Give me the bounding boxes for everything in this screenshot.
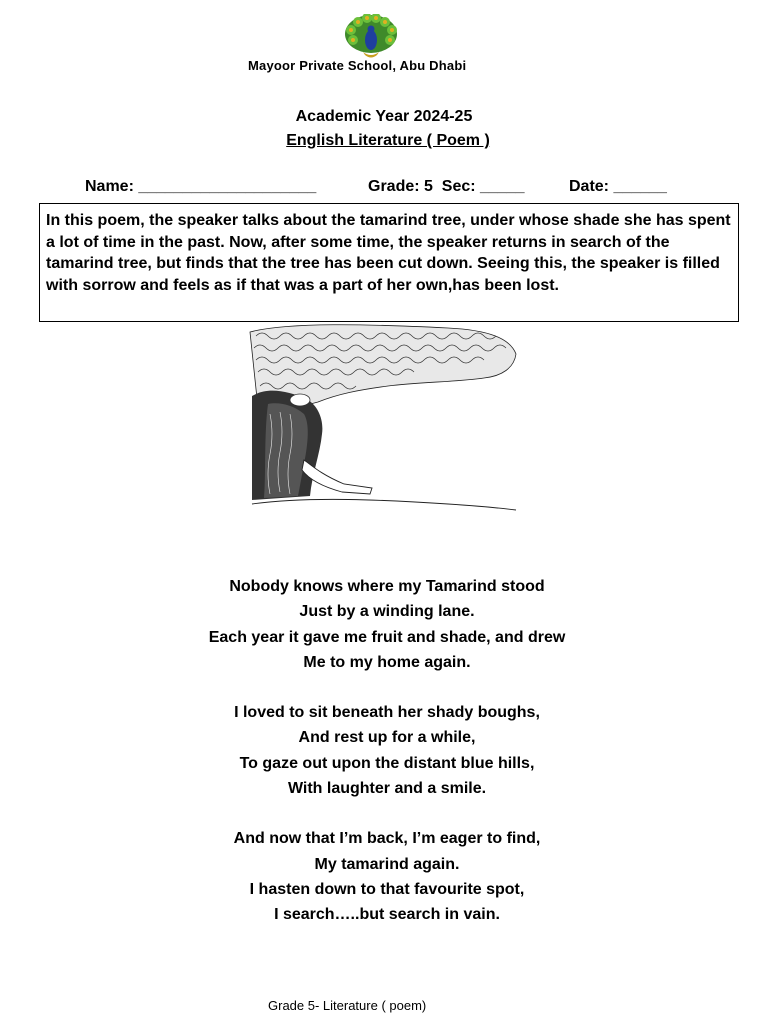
poem-stanza-2 xyxy=(0,700,768,801)
poem-line: I hasten down to that favourite spot, xyxy=(249,880,525,898)
poem-line: With laughter and a smile. xyxy=(287,780,487,798)
date-field: Date: ______ xyxy=(569,178,667,195)
poem-line: Me to my home again. xyxy=(303,653,471,671)
poem-stanza-1 xyxy=(0,574,768,675)
poem-line: And now that I’m back, I’m eager to find, xyxy=(233,830,541,848)
poem-line: My tamarind again. xyxy=(314,855,460,873)
poem-line: Nobody knows where my Tamarind stood xyxy=(229,578,545,595)
poem-line: Each year it gave me fruit and shade, and drew xyxy=(208,628,566,646)
school-name: Mayoor Private School, Abu Dhabi xyxy=(248,58,467,73)
poem-stanza-3 xyxy=(0,826,768,927)
poem-line: I loved to sit beneath her shady boughs, xyxy=(234,704,540,722)
poem-line: Just by a winding lane. xyxy=(299,603,475,621)
tamarind-tree-illustration xyxy=(248,324,518,514)
school-logo-peacock-icon xyxy=(343,14,399,60)
poem-line: And rest up for a while, xyxy=(298,729,476,747)
poem-summary-box: In this poem, the speaker talks about the tamarind tree, under whose shade she has spent a lot of time in the past. Now, after some time, the speaker returns in search of the tamarind tree, but finds that the tree has been cut down. Seeing this, the speaker is filled with sorrow and feels as if that was a part of her own,has been lost. xyxy=(39,203,739,322)
poem-line: I search…..but search in vain. xyxy=(274,906,500,924)
name-field: Name: ____________________ xyxy=(85,178,317,195)
poem-line: To gaze out upon the distant blue hills, xyxy=(239,754,535,772)
poem-text xyxy=(0,574,768,953)
academic-year: Academic Year 2024-25 xyxy=(295,108,473,125)
grade-section-field: Grade: 5 Sec: _____ xyxy=(368,178,525,195)
page-footer: Grade 5- Literature ( poem) xyxy=(268,998,427,1013)
subject-title: English Literature ( Poem ) xyxy=(286,132,490,149)
